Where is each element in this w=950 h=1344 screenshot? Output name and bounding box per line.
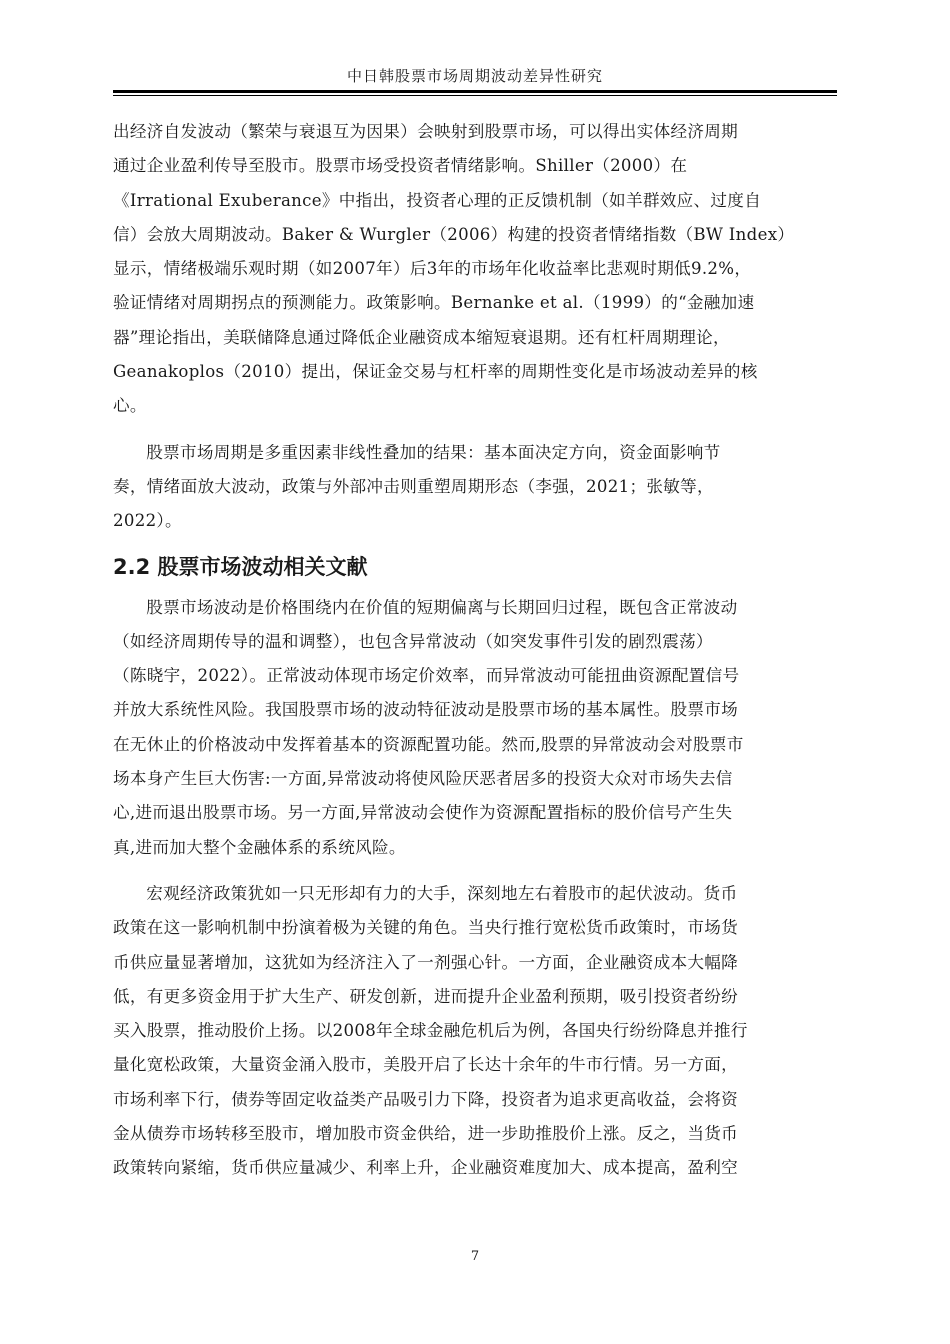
page-number: 7 xyxy=(470,1249,480,1264)
paragraph-macro-policy: 宏观经济政策犹如一只无形却有力的大手，深刻地左右着股市的起伏波动。货币 政策在这一影响机制中扮演着极为关键的角色。当央行推行宽松货币政策时，市场货 币供应量显著增加，这犹如为经济注入了一剂强心针。一方面，企业融资成本大幅降 低，有更多资金用于扩大生产、研发创新，进而提升企业盈利预期，吸引投资者纷纷 买入股票，推动股价上扬。以2008年全球金融危机后为例，各国央行纷纷降息并推行 量化宽松政策，大量资金涌入股市，美股开启了长达十余年的牛市行情。另一方面， 市场利率下行，债券等固定收益类产品吸引力下降，投资者为追求更高收益，会将资 金从债券市场转移至股市，增加股市资金供给，进一步助推股价上涨。反之，当货币 政策转向紧缩，货币供应量减少、利率上升，企业融资难度加大、成本提高，盈利空 xyxy=(113,883,748,1178)
header-rule-thin xyxy=(113,95,837,96)
paragraph-continuation: 出经济自发波动（繁荣与衰退互为因果）会映射到股票市场，可以得出实体经济周期 通过企业盈利传导至股市。股票市场受投资者情绪影响。Shiller（2000）在 《Irrational Exuberance》中指出，投资者心理的正反馈机制（如羊群效应、过度自 信）会放大周期波动。Baker & Wurgler（2006）构建的投资者情绪指数（BW Index） 显示，情绪极端乐观时期（如2007年）后3年的市场年化收益率比悲观时期低9.2%， 验证情绪对周期拐点的预测能力。政策影响。Bernanke et al.（1999）的“金融加速 器”理论指出，美联储降息通过降低企业融资成本缩短衰退期。还有杠杆周期理论， Geanakoplos（2010）提出，保证金交易与杠杆率的周期性变化是市场波动差异的核 心。 xyxy=(113,122,795,416)
running-header: 中日韩股票市场周期波动差异性研究 xyxy=(346,67,603,85)
paragraph-summary: 股票市场周期是多重因素非线性叠加的结果：基本面决定方向，资金面影响节 奏，情绪面放大波动，政策与外部冲击则重塑周期形态（李强，2021；张敏等， 2022）。 xyxy=(113,442,721,531)
header-rule-thick xyxy=(113,90,837,93)
section-heading: 2.2 股票市场波动相关文献 xyxy=(113,554,368,579)
paragraph-volatility: 股票市场波动是价格围绕内在价值的短期偏离与长期回归过程，既包含正常波动 （如经济周期传导的温和调整），也包含异常波动（如突发事件引发的剧烈震荡） （陈晓宇，2022）。正常波动体现市场定价效率，而异常波动可能扭曲资源配置信号 并放大系统性风险。我国股票市场的波动特征波动是股票市场的基本属性。股票市场 在无休止的价格波动中发挥着基本的资源配置功能。然而,股票的异常波动会对股票市 场本身产生巨大伤害:一方面,异常波动将使风险厌恶者居多的投资大众对市场失去信 心,进而退出股票市场。另一方面,异常波动会使作为资源配置指标的股价信号产生失 真,进而加大整个金融体系的系统风险。 xyxy=(113,597,744,857)
paragraph-gap xyxy=(113,865,837,877)
page-body xyxy=(113,115,837,1186)
paragraph-gap xyxy=(113,424,837,436)
